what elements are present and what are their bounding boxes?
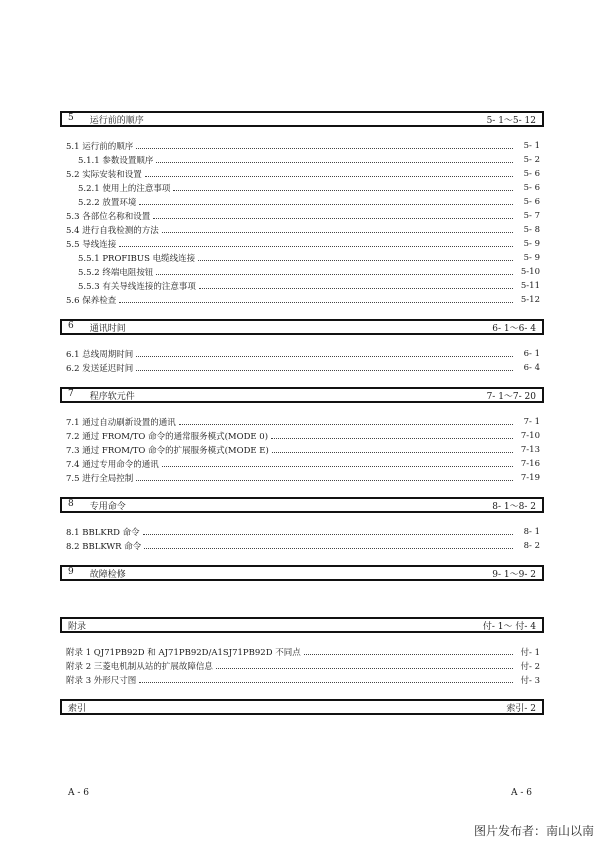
chapter-title: 索引 [68,703,87,714]
footer-page-number-right: A - 6 [511,788,532,798]
chapter-title: 程序软元件 [89,391,135,402]
chapter-7-header[interactable] [60,387,544,403]
chapter-title: 运行前的顺序 [89,115,144,126]
toc-entry[interactable]: 5.1.1 参数设置顺序 5- 2 [78,155,540,166]
chapter-page-range: 9- 1～9- 2 [492,569,536,580]
chapter-title: 附录 [68,621,87,632]
footer-page-number-left: A - 6 [68,788,89,798]
leader-dots [136,480,513,481]
index-header[interactable] [60,699,544,715]
leader-dots [145,176,513,177]
toc-entry[interactable]: 5.5.3 有关导线连接的注意事项 5-11 [78,281,540,292]
toc-entry[interactable]: 6.2 发送延迟时间 6- 4 [66,363,540,374]
leader-dots [272,452,513,453]
leader-dots [139,204,513,205]
leader-dots [179,424,513,425]
toc-entry[interactable]: 5.2.1 使用上的注意事项 5- 6 [78,183,540,194]
leader-dots [143,534,513,535]
toc-entry[interactable]: 8.2 BBLKWR 命令 8- 2 [66,541,540,552]
chapter-6-header[interactable] [60,319,544,335]
leader-dots [199,288,513,289]
chapter-page-range: 6- 1～6- 4 [492,323,536,334]
chapter-number: 9 [68,566,74,577]
chapter-title: 故障检修 [89,569,126,580]
leader-dots [119,246,513,247]
chapter-title: 通讯时间 [89,323,126,334]
toc-entry[interactable]: 5.6 保养检查 5-12 [66,295,540,306]
chapter-page-range: 8- 1～8- 2 [492,501,536,512]
chapter-number: 6 [68,320,74,331]
chapter-page-range: 5- 1～5- 12 [486,115,536,126]
toc-entry[interactable]: 5.1 运行前的顺序 5- 1 [66,141,540,152]
toc-entry[interactable]: 5.5 导线连接 5- 9 [66,239,540,250]
leader-dots [156,274,513,275]
leader-dots [156,162,513,163]
leader-dots [173,190,513,191]
toc-entry[interactable]: 附录 3 外形尺寸图 付- 3 [66,676,540,686]
chapter-title: 专用命令 [89,501,126,512]
chapter-number: 7 [68,388,74,399]
toc-entry[interactable]: 5.4 进行自我检测的方法 5- 8 [66,225,540,236]
toc-entry[interactable]: 5.2 实际安装和设置 5- 6 [66,169,540,180]
leader-dots [216,668,513,669]
leader-dots [198,260,513,261]
toc-entry[interactable]: 7.3 通过 FROM/TO 命令的扩展服务模式(MODE E) 7-13 [66,445,540,456]
chapter-page-range: 7- 1～7- 20 [486,391,536,402]
toc-entry[interactable]: 5.5.1 PROFIBUS 电缆线连接 5- 9 [78,253,540,264]
chapter-9-header[interactable] [60,565,544,581]
leader-dots [139,682,513,683]
leader-dots [136,356,513,357]
toc-entry[interactable]: 5.3 各部位名称和设置 5- 7 [66,211,540,222]
leader-dots [162,466,513,467]
toc-entry[interactable]: 8.1 BBLKRD 命令 8- 1 [66,527,540,538]
leader-dots [153,218,513,219]
toc-entry[interactable]: 7.4 通过专用命令的通讯 7-16 [66,459,540,470]
chapter-page-range: 索引- 2 [506,703,536,714]
leader-dots [119,302,513,303]
toc-entry[interactable]: 7.2 通过 FROM/TO 命令的通常服务模式(MODE 0) 7-10 [66,431,540,442]
leader-dots [136,370,513,371]
toc-entry[interactable]: 5.5.2 终端电阻按钮 5-10 [78,267,540,278]
chapter-5-header[interactable] [60,111,544,127]
image-credit: 图片发布者：南山以南 [473,824,594,838]
leader-dots [304,654,513,655]
leader-dots [144,548,513,549]
chapter-8-header[interactable] [60,497,544,513]
toc-entry[interactable]: 7.1 通过自动刷新设置的通讯 7- 1 [66,417,540,428]
appendix-header[interactable] [60,617,544,633]
toc-entry[interactable]: 附录 1 QJ71PB92D 和 AJ71PB92D/A1SJ71PB92D 不同点 付- 1 [66,648,540,658]
toc-entry[interactable]: 附录 2 三菱电机制从站的扩展故障信息 付- 2 [66,662,540,672]
toc-entry[interactable]: 6.1 总线周期时间 6- 1 [66,349,540,360]
toc-entry[interactable]: 7.5 进行全局控制 7-19 [66,473,540,484]
chapter-number: 8 [68,498,74,509]
chapter-number: 5 [68,112,74,123]
toc-entry[interactable]: 5.2.2 放置环境 5- 6 [78,197,540,208]
leader-dots [162,232,513,233]
chapter-page-range: 付- 1～ 付- 4 [482,621,536,632]
leader-dots [271,438,513,439]
leader-dots [136,148,513,149]
